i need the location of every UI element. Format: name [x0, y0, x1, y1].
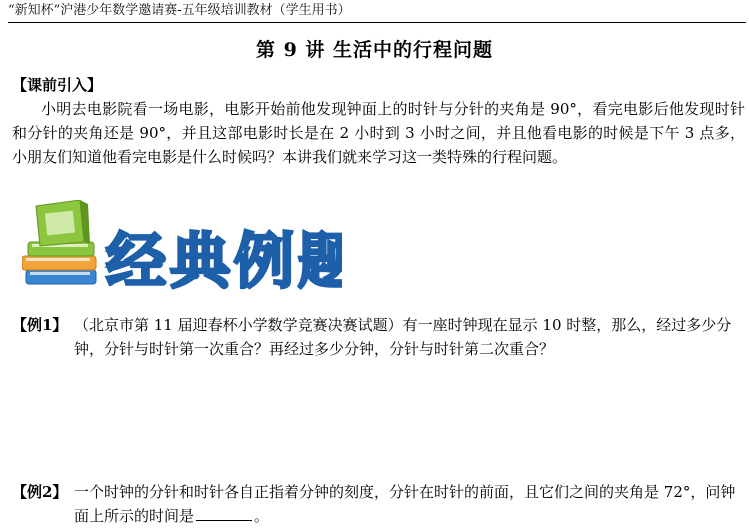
- classic-examples-banner: [22, 200, 342, 300]
- example-2-text: [74, 480, 745, 528]
- example-1: [12, 313, 745, 361]
- books-icon: [22, 200, 342, 300]
- example-2-label: 【例2】: [12, 483, 68, 501]
- example-2-end: 。: [254, 507, 270, 525]
- example-2-question: 一个时钟的分针和时针各自正指着分钟的刻度，分针在时针的前面，且它们之间的夹角是 72°，问钟面上所示的时间是: [74, 483, 736, 525]
- example-1-label: 【例1】: [12, 316, 68, 334]
- banner-text: 经典例题: [106, 227, 342, 297]
- example-1-text: （北京市第 11 届迎春杯小学数学竞赛决赛试题）有一座时钟现在显示 10 时整，那么，经过多少分钟，分针与时针第一次重合？再经过多少分钟，分针与时针第二次重合？: [74, 316, 732, 358]
- answer-blank[interactable]: [196, 506, 252, 521]
- page-title: 第 9 讲 生活中的行程问题: [255, 39, 494, 61]
- intro-paragraph: 小明去电影院看一场电影，电影开始前他发现钟面上的时针与分针的夹角是 90°，看完电影后他发现时针和分针的夹角还是 90°，并且这部电影时长是在 2 小时到 3 小时之间，并且他看电影的时候是下午 3 点多，小朋友们知道他看完电影是什么时候吗？本讲我们就来学习这一类特殊的行程问题。: [12, 100, 745, 166]
- example-2: [12, 480, 745, 528]
- page-header: “新知杯”沪港少年数学邀请赛-五年级培训教材（学生用书）: [8, 2, 746, 23]
- intro-section-label: 【课前引入】: [12, 76, 103, 94]
